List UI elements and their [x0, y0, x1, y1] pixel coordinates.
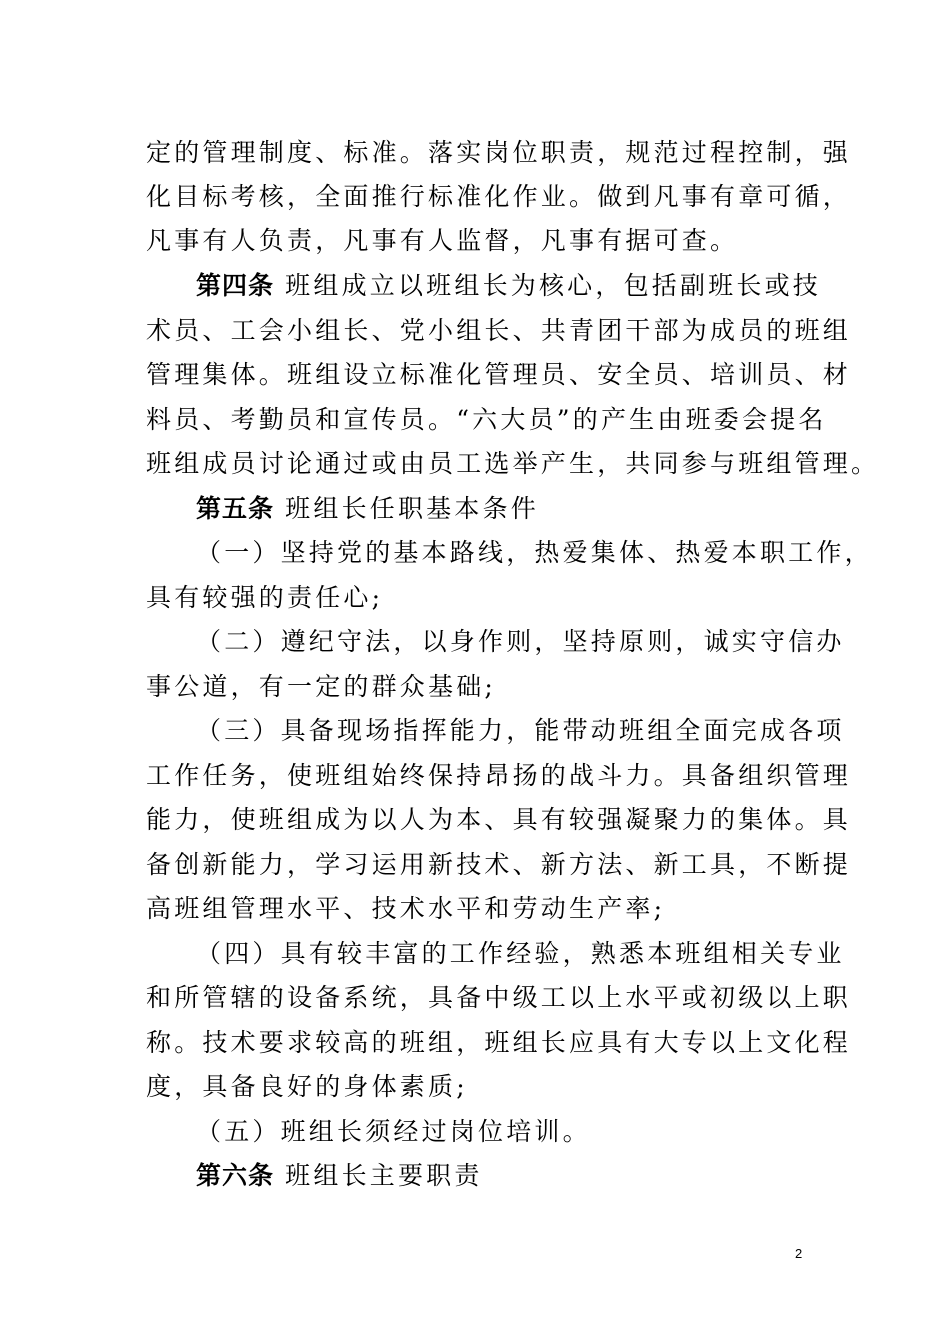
article-text: 班组长任职基本条件 [285, 494, 539, 523]
body-line: 度，具备良好的身体素质; [146, 1072, 468, 1101]
item-line: （一）坚持党的基本路线，热爱集体、热爱本职工作， [196, 538, 873, 567]
article-line [196, 1161, 806, 1191]
article-line [196, 494, 806, 524]
article-text: 班组成立以班组长为核心，包括副班长或技 [285, 271, 821, 300]
item-line: （四）具有较丰富的工作经验，熟悉本班组相关专业 [196, 939, 845, 968]
body-line: 备创新能力，学习运用新技术、新方法、新工具，不断提 [146, 850, 852, 879]
item-line: （三）具备现场指挥能力，能带动班组全面完成各项 [196, 716, 845, 745]
body-line: 术员、工会小组长、党小组长、共青团干部为成员的班组 [146, 316, 852, 345]
page-number: 2 [795, 1246, 803, 1261]
article-heading: 第六条 [196, 1161, 275, 1190]
body-line: 称。技术要求较高的班组，班组长应具有大专以上文化程 [146, 1028, 852, 1057]
body-line: 工作任务，使班组始终保持昂扬的战斗力。具备组织管理 [146, 761, 852, 790]
body-line: 管理集体。班组设立标准化管理员、安全员、培训员、材 [146, 360, 852, 389]
body-line: 和所管辖的设备系统，具备中级工以上水平或初级以上职 [146, 983, 852, 1012]
body-line: 能力，使班组成为以人为本、具有较强凝聚力的集体。具 [146, 805, 852, 834]
body-line: 料员、考勤员和宣传员。“六大员”的产生由班委会提名 [146, 405, 827, 434]
article-heading: 第五条 [196, 494, 275, 523]
article-heading: 第四条 [196, 271, 275, 300]
body-line: 具有较强的责任心; [146, 583, 384, 612]
body-line: 事公道，有一定的群众基础; [146, 672, 497, 701]
article-line [196, 271, 821, 301]
body-line: 班组成员讨论通过或由员工选举产生，共同参与班组管理。 [146, 449, 880, 478]
body-line: 凡事有人负责，凡事有人监督，凡事有据可查。 [146, 226, 739, 255]
body-line: 定的管理制度、标准。落实岗位职责，规范过程控制，强 [146, 138, 852, 167]
article-text: 班组长主要职责 [285, 1161, 483, 1190]
item-line: （二）遵纪守法，以身作则，坚持原则，诚实守信办 [196, 627, 845, 656]
item-line: （五）班组长须经过岗位培训。 [196, 1117, 591, 1146]
body-line: 高班组管理水平、技术水平和劳动生产率; [146, 894, 666, 923]
body-line: 化目标考核，全面推行标准化作业。做到凡事有章可循， [146, 182, 852, 211]
